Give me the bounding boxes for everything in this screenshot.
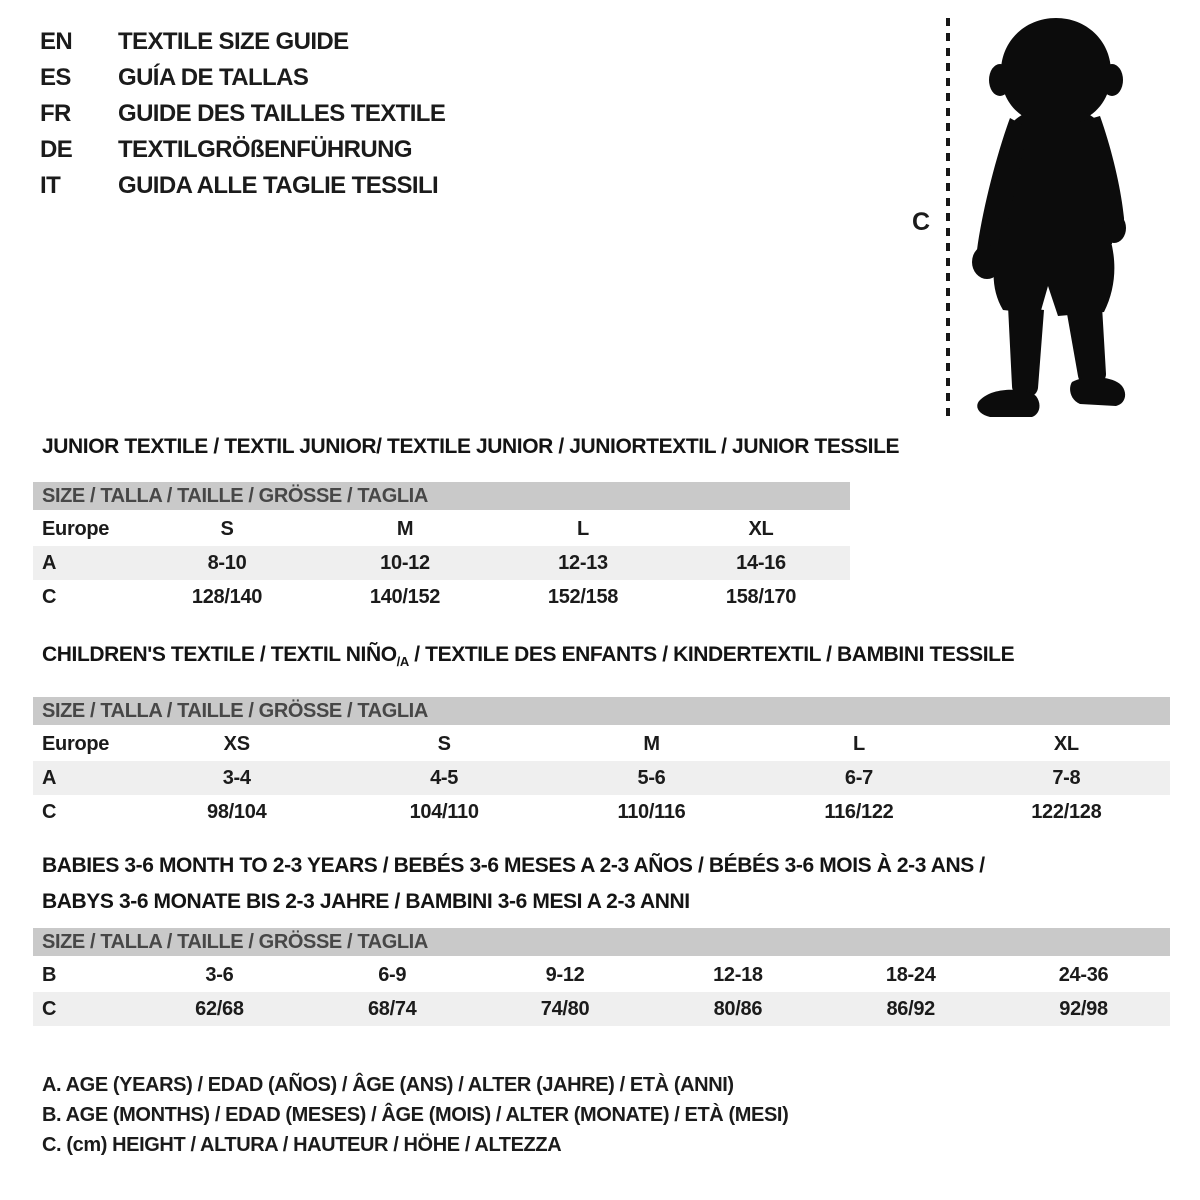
size-cell: 98/104 [207,800,267,823]
list-item [40,168,445,204]
size-cell: L [577,517,589,540]
size-cell: 3-6 [205,963,234,986]
row-label: B [42,963,57,986]
row-label: C [42,997,57,1020]
list-item [40,132,445,168]
babies-size-table [33,928,1170,1026]
size-cell: XL [748,517,774,540]
size-cell: 68/74 [367,997,417,1020]
junior-size-table [33,482,850,614]
size-cell: 158/170 [725,585,797,608]
list-item [40,60,445,96]
row-label: A [42,551,57,574]
section-heading-line2: BABYS 3-6 MONATE BIS 2-3 JAHRE / BAMBINI 3-6 MESI A 2-3 ANNI [42,890,690,913]
row-label: C [42,585,57,608]
size-cell: 14-16 [736,551,786,574]
heading-text: / TEXTILE DES ENFANTS / KINDERTEXTIL / BAMBINI TESSILE [408,643,1015,666]
size-cell: XL [1053,732,1079,755]
language-code: ES [40,64,71,91]
list-item [40,96,445,132]
size-cell: S [220,517,234,540]
size-cell: 24-36 [1058,963,1109,986]
language-title-list [40,24,445,204]
table-row [33,580,850,614]
size-cell: 92/98 [1059,997,1108,1020]
section-babies-textile [33,848,1170,1026]
section-children-textile [33,644,1170,829]
table-row [33,727,1170,761]
guide-title: TEXTILGRÖßENFÜHRUNG [118,136,412,163]
size-cell: 8-10 [207,551,247,574]
heading-subscript: /A [396,654,409,670]
guide-title: GUIDA ALLE TAGLIE TESSILI [118,172,439,199]
heading-text: CHILDREN'S TEXTILE / TEXTIL NIÑO [42,643,397,666]
table-row [33,795,1170,829]
size-cell: 110/116 [617,800,686,823]
size-cell: S [437,732,451,755]
size-cell: 6-7 [844,766,873,789]
section-heading: JUNIOR TEXTILE / TEXTIL JUNIOR/ TEXTILE JUNIOR / JUNIORTEXTIL / JUNIOR TESSILE [42,435,900,458]
section-heading [33,644,1170,673]
language-code: EN [40,28,73,55]
size-cell: 6-9 [378,963,407,986]
size-cell: 140/152 [369,585,441,608]
language-code: FR [40,100,71,127]
size-cell: 122/128 [1031,800,1102,823]
size-cell: 4-5 [430,766,459,789]
measurement-legend [42,1070,788,1160]
language-code: DE [40,136,73,163]
size-cell: XS [223,732,250,755]
language-code: IT [40,172,61,199]
size-cell: 104/110 [409,800,479,823]
table-header-size: SIZE / TALLA / TAILLE / GRÖSSE / TAGLIA [33,697,1170,727]
size-cell: 18-24 [885,963,936,986]
size-cell: L [852,732,865,755]
row-label: Europe [42,732,110,755]
size-cell: 12-18 [713,963,763,986]
children-size-table [33,697,1170,829]
size-cell: 80/86 [713,997,763,1020]
section-heading-line1: BABIES 3-6 MONTH TO 2-3 YEARS / BEBÉS 3-6 MESES A 2-3 AÑOS / BÉBÉS 3-6 MOIS À 2-3 ANS / [42,854,985,877]
section-heading-group [33,848,1170,920]
size-cell: 74/80 [540,997,590,1020]
size-cell: 9-12 [545,963,585,986]
legend-line-a: A. AGE (YEARS) / EDAD (AÑOS) / ÂGE (ANS) / ALTER (JAHRE) / ETÀ (ANNI) [42,1074,734,1096]
measure-label-c: C [912,208,931,236]
size-cell: 86/92 [886,997,935,1020]
size-cell: 152/158 [547,585,619,608]
table-row [33,992,1170,1026]
height-measure-line [946,18,950,420]
table-row [33,546,850,580]
row-label: C [42,800,57,823]
size-cell: 10-12 [380,551,430,574]
guide-title: GUIDE DES TAILLES TEXTILE [118,100,446,127]
size-cell: M [643,732,660,755]
table-row [33,761,1170,795]
size-cell: 128/140 [191,585,263,608]
measurement-figure [900,12,1200,428]
row-label: Europe [42,517,110,540]
legend-line-c: C. (cm) HEIGHT / ALTURA / HAUTEUR / HÖHE / ALTEZZA [42,1134,562,1156]
size-cell: 3-4 [222,766,251,789]
size-cell: M [396,517,414,540]
toddler-silhouette-image [964,16,1146,424]
list-item [40,24,445,60]
size-cell: 5-6 [637,766,666,789]
row-label: A [42,766,57,789]
guide-title: GUÍA DE TALLAS [118,64,309,91]
table-header-size: SIZE / TALLA / TAILLE / GRÖSSE / TAGLIA [33,928,1170,958]
size-cell: 12-13 [558,551,608,574]
table-header-size: SIZE / TALLA / TAILLE / GRÖSSE / TAGLIA [33,482,850,512]
legend-line-b: B. AGE (MONTHS) / EDAD (MESES) / ÂGE (MOIS) / ALTER (MONATE) / ETÀ (MESI) [42,1104,789,1126]
size-cell: 62/68 [195,997,244,1020]
table-row [33,512,850,546]
size-cell: 7-8 [1052,766,1081,789]
size-cell: 116/122 [824,800,894,823]
guide-title: TEXTILE SIZE GUIDE [118,28,349,55]
table-row [33,958,1170,992]
section-junior-textile [33,435,900,614]
